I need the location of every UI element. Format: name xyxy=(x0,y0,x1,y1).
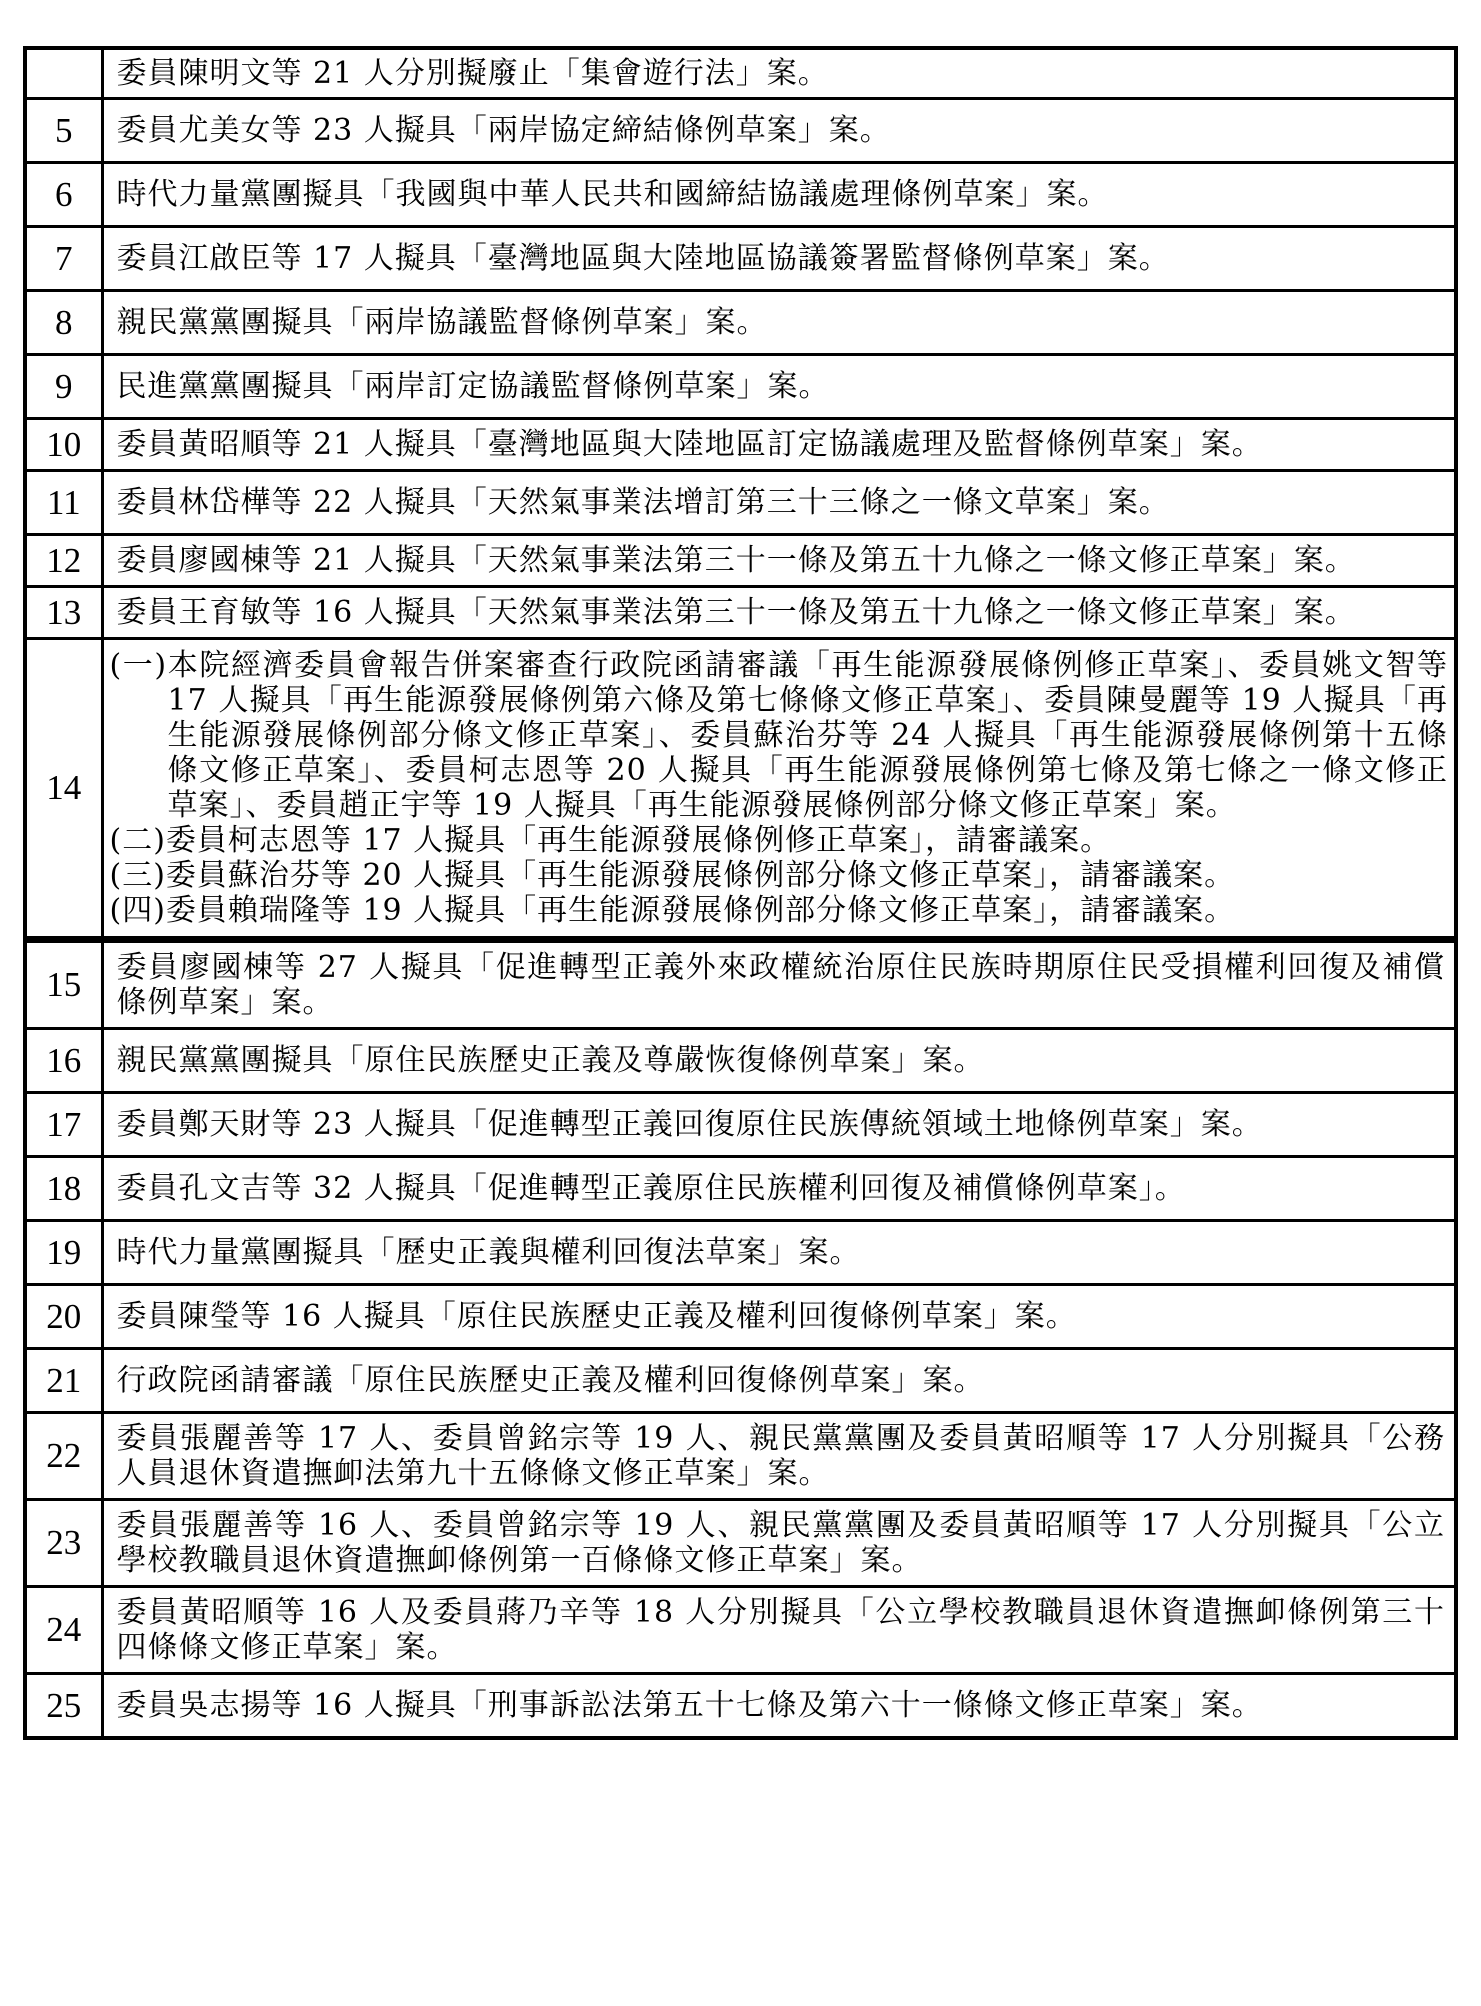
bill-text: 委員林岱樺等 22 人擬具「天然氣事業法增訂第三十三條之一條文草案」案。 xyxy=(116,485,1170,520)
sub-item-text: 委員賴瑞隆等 19 人擬具「再生能源發展條例部分條文修正草案」，請審議案。 xyxy=(165,893,1236,928)
row-content xyxy=(102,1221,1456,1285)
bill-text: 委員鄭天財等 23 人擬具「促進轉型正義回復原住民族傳統領域土地條例草案」案。 xyxy=(116,1107,1263,1142)
table-row xyxy=(25,227,1456,291)
sub-item xyxy=(110,648,1449,823)
bill-text: 委員黃昭順等 16 人及委員蔣乃辛等 18 人分別擬具「公立學校教職員退休資遣撫卹條例第三十四條條文修正草案」案。 xyxy=(116,1595,1445,1665)
row-content xyxy=(102,419,1456,471)
table-row xyxy=(25,99,1456,163)
bill-text: 委員陳瑩等 16 人擬具「原住民族歷史正義及權利回復條例草案」案。 xyxy=(116,1299,1077,1334)
sub-item-text: 委員柯志恩等 17 人擬具「再生能源發展條例修正草案」，請審議案。 xyxy=(165,823,1112,858)
table-row xyxy=(25,471,1456,535)
row-number: 6 xyxy=(25,163,102,227)
row-number: 11 xyxy=(25,471,102,535)
sub-item-label: (四) xyxy=(109,893,166,928)
row-number: 12 xyxy=(25,535,102,587)
sub-item-label: (二) xyxy=(109,823,166,858)
row-number: 20 xyxy=(25,1285,102,1349)
bill-text: 委員黃昭順等 21 人擬具「臺灣地區與大陸地區訂定協議處理及監督條例草案」案。 xyxy=(116,427,1263,462)
row-number: 24 xyxy=(25,1587,102,1674)
row-content xyxy=(102,163,1456,227)
table-row xyxy=(25,1674,1456,1739)
sub-item xyxy=(110,893,1449,928)
table-row xyxy=(25,1221,1456,1285)
row-content xyxy=(102,471,1456,535)
bill-text: 委員吳志揚等 16 人擬具「刑事訴訟法第五十七條及第六十一條條文修正草案」案。 xyxy=(116,1688,1263,1723)
table-row xyxy=(25,1587,1456,1674)
sub-item-label: (三) xyxy=(109,858,166,893)
row-number: 7 xyxy=(25,227,102,291)
table-row xyxy=(25,48,1456,99)
row-content xyxy=(102,1587,1456,1674)
row-content xyxy=(102,99,1456,163)
row-content xyxy=(102,1674,1456,1739)
row-content xyxy=(102,1029,1456,1093)
bill-text: 委員廖國棟等 21 人擬具「天然氣事業法第三十一條及第五十九條之一條文修正草案」案。 xyxy=(116,543,1356,578)
row-content xyxy=(102,48,1456,99)
row-number: 10 xyxy=(25,419,102,471)
bill-text: 時代力量黨團擬具「歷史正義與權利回復法草案」案。 xyxy=(116,1235,861,1270)
row-content xyxy=(102,355,1456,419)
bill-text: 民進黨黨團擬具「兩岸訂定協議監督條例草案」案。 xyxy=(116,369,830,404)
row-number: 14 xyxy=(25,639,102,940)
row-content xyxy=(102,1349,1456,1413)
sub-item-text: 委員蘇治芬等 20 人擬具「再生能源發展條例部分條文修正草案」，請審議案。 xyxy=(165,858,1236,893)
bill-text: 委員尤美女等 23 人擬具「兩岸協定締結條例草案」案。 xyxy=(116,113,891,148)
row-number xyxy=(25,48,102,99)
row-content xyxy=(102,1285,1456,1349)
row-content xyxy=(102,639,1456,940)
sub-item-label: (一) xyxy=(109,648,168,683)
table-row xyxy=(25,419,1456,471)
bill-text: 行政院函請審議「原住民族歷史正義及權利回復條例草案」案。 xyxy=(116,1363,985,1398)
sub-item-text: 本院經濟委員會報告併案審查行政院函請審議「再生能源發展條例修正草案」、委員姚文智等17 人擬具「再生能源發展條例第六條及第七條條文修正草案」、委員陳曼麗等 19 人擬具「再生能源發展條例部分條文修正草案」、委員蘇治芬等 24 人擬具「再生能源發展條例第十五條條文修正草案」、委員柯志恩等 20 人擬具「再生能源發展條例第七條及第七條之一條文修正草案」、委員趙正宇等 19 人擬具「再生能源發展條例部分條文修正草案」案。 xyxy=(167,648,1448,823)
row-number: 8 xyxy=(25,291,102,355)
table-row xyxy=(25,639,1456,940)
row-number: 21 xyxy=(25,1349,102,1413)
sub-item xyxy=(110,858,1449,893)
row-number: 19 xyxy=(25,1221,102,1285)
bill-text: 委員廖國棟等 27 人擬具「促進轉型正義外來政權統治原住民族時期原住民受損權利回復及補償條例草案」案。 xyxy=(116,950,1445,1020)
table-row xyxy=(25,1285,1456,1349)
row-number: 9 xyxy=(25,355,102,419)
sub-item xyxy=(110,823,1449,858)
table-row xyxy=(25,355,1456,419)
table-row xyxy=(25,1349,1456,1413)
table-row xyxy=(25,587,1456,639)
table-row xyxy=(25,1093,1456,1157)
row-content xyxy=(102,291,1456,355)
bill-text: 時代力量黨團擬具「我國與中華人民共和國締結協議處理條例草案」案。 xyxy=(116,177,1109,212)
bill-text: 親民黨黨團擬具「原住民族歷史正義及尊嚴恢復條例草案」案。 xyxy=(116,1043,985,1078)
bill-table xyxy=(23,46,1458,1740)
row-content xyxy=(102,227,1456,291)
row-number: 5 xyxy=(25,99,102,163)
row-number: 16 xyxy=(25,1029,102,1093)
bill-text: 委員孔文吉等 32 人擬具「促進轉型正義原住民族權利回復及補償條例草案」。 xyxy=(116,1171,1186,1206)
table-row xyxy=(25,163,1456,227)
row-content xyxy=(102,940,1456,1029)
row-content xyxy=(102,1157,1456,1221)
bill-text: 委員王育敏等 16 人擬具「天然氣事業法第三十一條及第五十九條之一條文修正草案」案。 xyxy=(116,595,1356,630)
table-row xyxy=(25,1157,1456,1221)
row-number: 15 xyxy=(25,940,102,1029)
row-content xyxy=(102,587,1456,639)
bill-table-body xyxy=(25,48,1456,1738)
row-number: 13 xyxy=(25,587,102,639)
row-number: 25 xyxy=(25,1674,102,1739)
row-number: 18 xyxy=(25,1157,102,1221)
bill-text: 親民黨黨團擬具「兩岸協議監督條例草案」案。 xyxy=(116,305,768,340)
table-row xyxy=(25,291,1456,355)
row-number: 23 xyxy=(25,1500,102,1587)
row-number: 22 xyxy=(25,1413,102,1500)
table-row xyxy=(25,1029,1456,1093)
row-content xyxy=(102,1413,1456,1500)
bill-text: 委員張麗善等 17 人、委員曾銘宗等 19 人、親民黨黨團及委員黃昭順等 17 人分別擬具「公務人員退休資遣撫卹法第九十五條條文修正草案」案。 xyxy=(116,1421,1445,1491)
table-row xyxy=(25,535,1456,587)
bill-text: 委員陳明文等 21 人分別擬廢止「集會遊行法」案。 xyxy=(116,56,829,91)
table-row xyxy=(25,1413,1456,1500)
row-content xyxy=(102,1500,1456,1587)
table-row xyxy=(25,1500,1456,1587)
table-row xyxy=(25,940,1456,1029)
row-content xyxy=(102,1093,1456,1157)
row-number: 17 xyxy=(25,1093,102,1157)
bill-text: 委員張麗善等 16 人、委員曾銘宗等 19 人、親民黨黨團及委員黃昭順等 17 人分別擬具「公立學校教職員退休資遣撫卹條例第一百條條文修正草案」案。 xyxy=(116,1508,1445,1578)
row-content xyxy=(102,535,1456,587)
bill-text: 委員江啟臣等 17 人擬具「臺灣地區與大陸地區協議簽署監督條例草案」案。 xyxy=(116,241,1170,276)
